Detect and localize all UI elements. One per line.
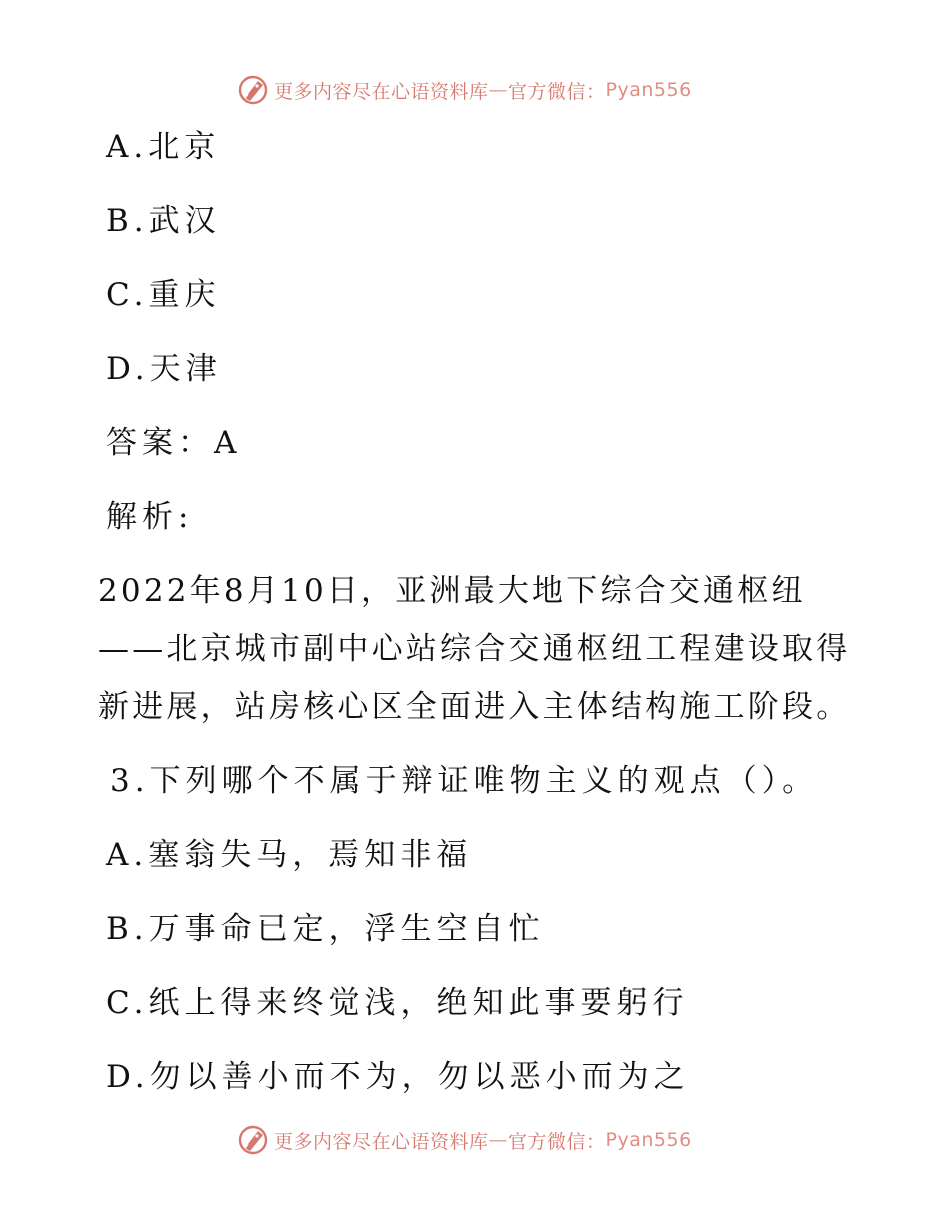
watermark-wechat-id: Pyan556: [605, 1129, 692, 1151]
watermark-separator: —: [488, 79, 509, 101]
footer-watermark: [236, 1122, 692, 1158]
q2-analysis-line-2: ——北京城市副中心站综合交通枢纽工程建设取得: [98, 631, 851, 667]
watermark-separator: —: [488, 1129, 509, 1151]
watermark-label: 官方微信：: [508, 80, 606, 103]
q2-analysis-label: 解析:: [106, 499, 194, 535]
q2-option-d: D.天津: [106, 351, 222, 387]
watermark-label: 官方微信：: [508, 1130, 606, 1153]
q3-option-c: C.纸上得来终觉浅，绝知此事要躬行: [106, 985, 689, 1021]
watermark-text: 更多内容尽在心语资料库: [274, 1130, 489, 1153]
q2-analysis-line-3: 新进展，站房核心区全面进入主体结构施工阶段。: [98, 689, 851, 725]
q3-option-a: A.塞翁失马，焉知非福: [106, 837, 473, 873]
q2-option-c: C.重庆: [106, 277, 221, 313]
q2-option-b: B.武汉: [106, 203, 221, 239]
watermark-wechat-id: Pyan556: [605, 79, 692, 101]
q2-answer: 答案：A: [106, 425, 242, 461]
q3-option-d: D.勿以善小而不为，勿以恶小而为之: [106, 1059, 690, 1095]
watermark-text: 更多内容尽在心语资料库: [274, 80, 489, 103]
pen-nib-logo-icon: [236, 1123, 270, 1157]
q2-option-a: A.北京: [106, 129, 221, 165]
q2-analysis-line-1: 2022年8月10日，亚洲最大地下综合交通枢纽: [98, 573, 806, 609]
q3-stem: 3.下列哪个不属于辩证唯物主义的观点（）。: [110, 763, 819, 799]
q3-option-b: B.万事命已定，浮生空自忙: [106, 911, 545, 947]
pen-nib-logo-icon: [236, 73, 270, 107]
header-watermark: [236, 72, 692, 108]
